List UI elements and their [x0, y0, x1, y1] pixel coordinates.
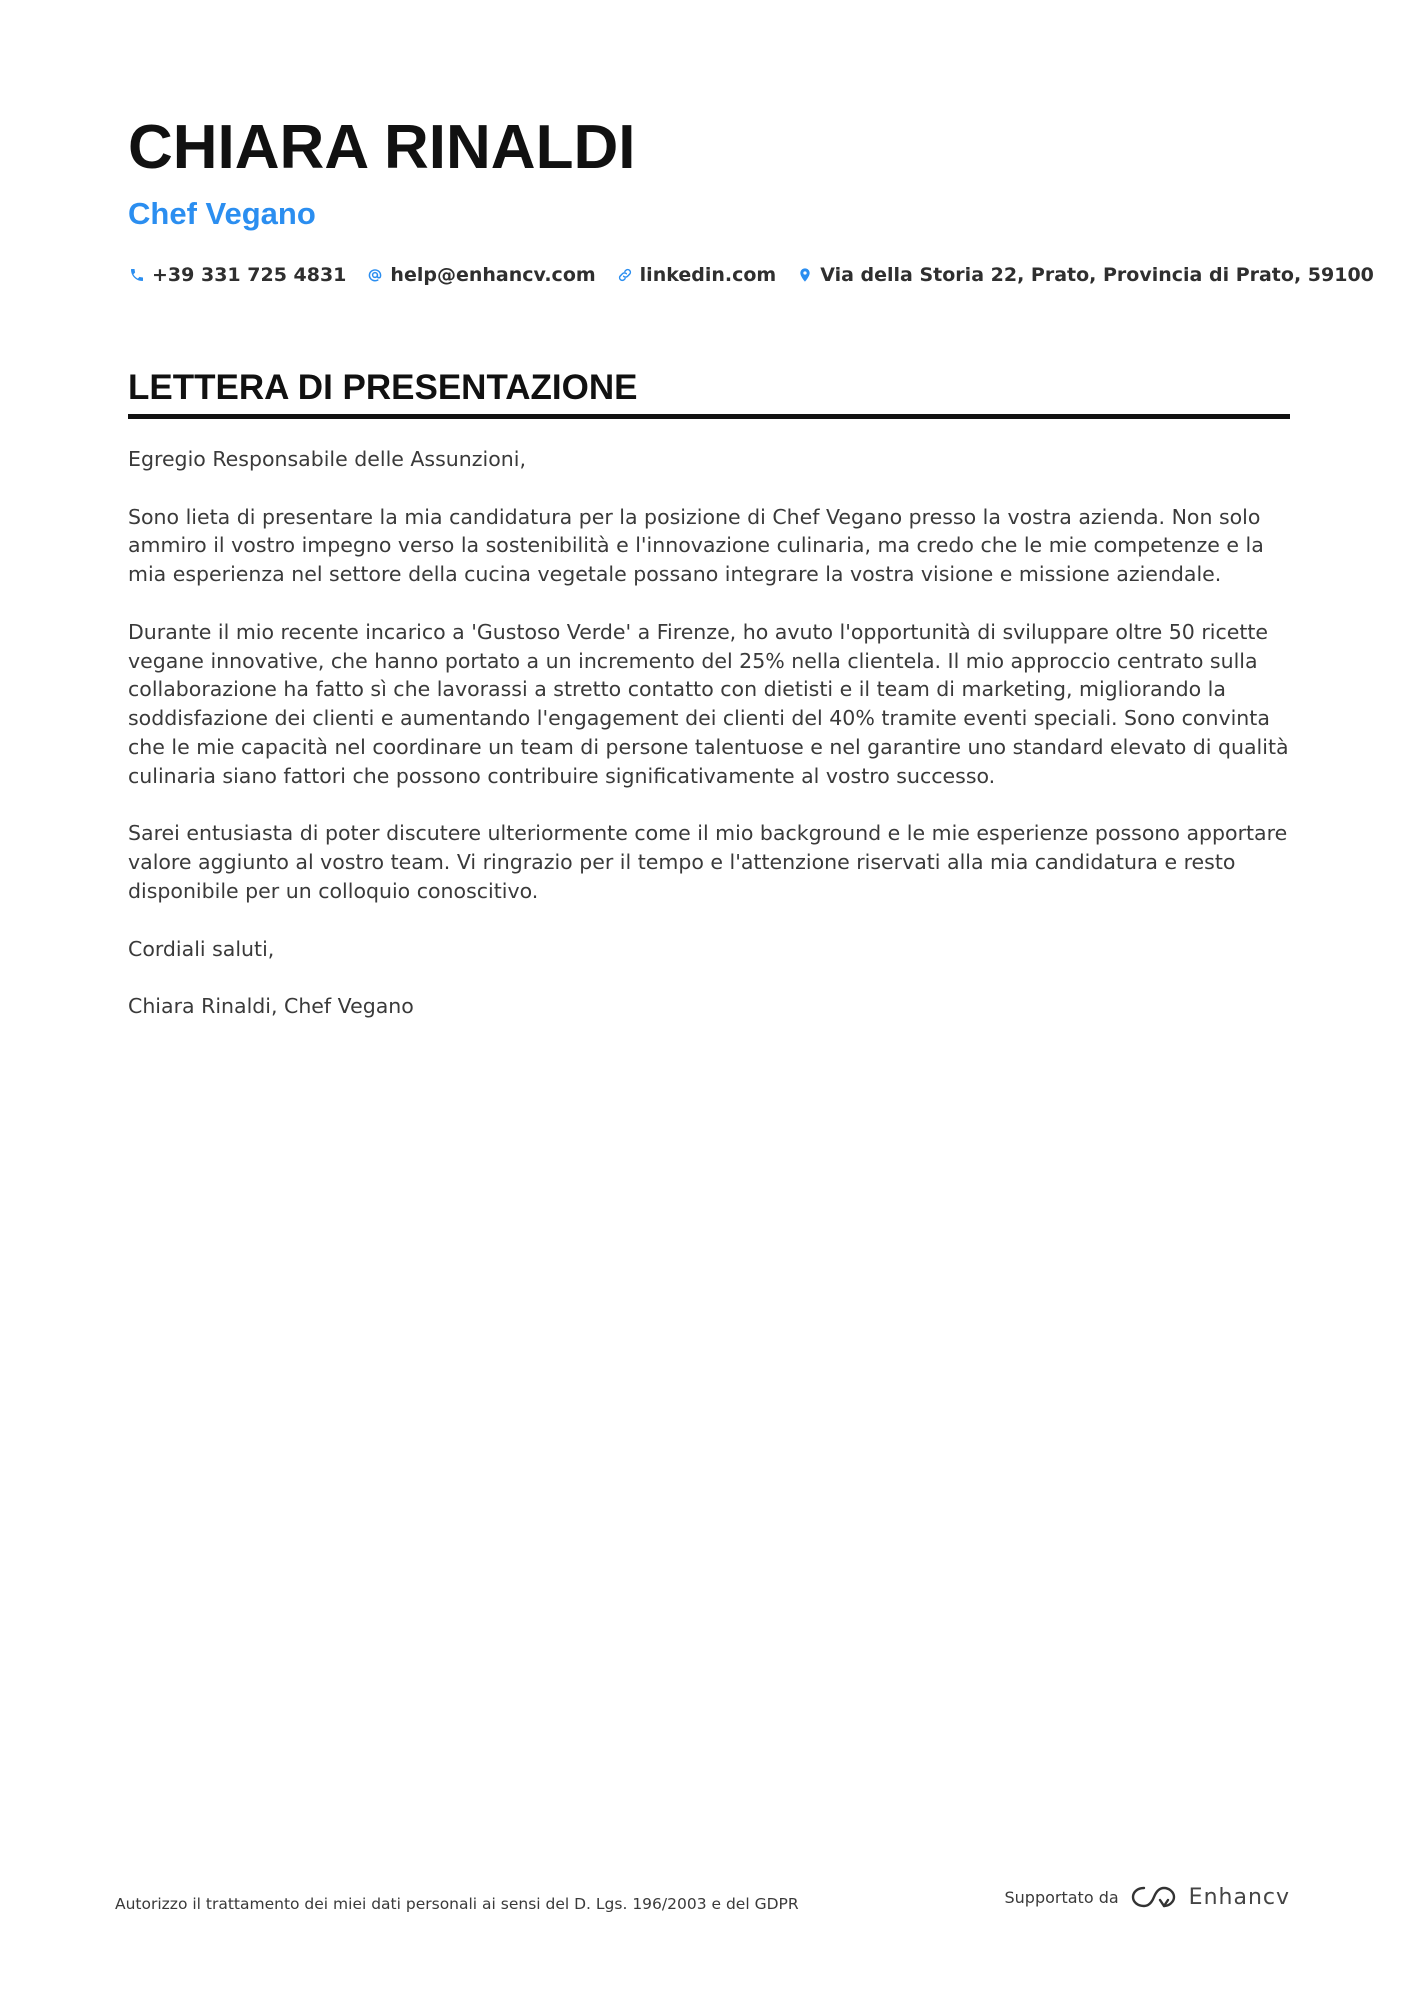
- letter-paragraph: Durante il mio recente incarico a 'Gustoso Verde' a Firenze, ho avuto l'opportunità di sviluppare oltre 50 ricette vegane innovative, che hanno portato a un incremento del 25% nella clientela. Il mio approccio centrato sulla collaborazione ha fatto sì che lavorassi a stretto contatto con dietisti e il team di marketing, migliorando la soddisfazione dei clienti e aumentando l'engagement dei clienti del 40% tramite eventi speciali. Sono convinta che le mie capacità nel coordinare un team di persone talentuose e nel garantire uno standard elevato di qualità culinaria siano fattori che possono contribuire significativamente al vostro successo.: [128, 619, 1289, 788]
- contact-phone: [128, 264, 346, 286]
- brand-name: Enhancv: [1188, 1884, 1290, 1910]
- email-text: help@enhancv.com: [390, 264, 596, 286]
- contact-bar: [128, 264, 1374, 286]
- letter-signature: Chiara Rinaldi, Chef Vegano: [128, 994, 414, 1019]
- address-text: Via della Storia 22, Prato, Provincia di Prato, 59100: [820, 264, 1374, 286]
- letter-closing: Cordiali saluti,: [128, 936, 275, 961]
- candidate-name: CHIARA RINALDI: [128, 113, 636, 182]
- section-title: LETTERA DI PRESENTAZIONE: [128, 366, 1290, 419]
- letter-greeting: Egregio Responsabile delle Assunzioni,: [128, 447, 526, 471]
- supported-by-label: Supportato da: [1004, 1887, 1119, 1907]
- location-pin-icon: [796, 266, 814, 284]
- linkedin-text: linkedin.com: [639, 264, 777, 286]
- contact-linkedin[interactable]: [616, 264, 777, 286]
- contact-email[interactable]: [366, 264, 595, 286]
- contact-address: [796, 264, 1374, 286]
- powered-by[interactable]: [1005, 1884, 1291, 1910]
- job-title: Chef Vegano: [128, 196, 316, 231]
- at-icon: [366, 266, 384, 284]
- link-icon: [616, 266, 634, 284]
- header: [128, 112, 1374, 286]
- privacy-consent: Autorizzo il trattamento dei miei dati personali ai sensi del D. Lgs. 196/2003 e del GDPR: [115, 1895, 799, 1913]
- letter-body: [128, 445, 1290, 1021]
- letter-paragraph: Sono lieta di presentare la mia candidatura per la posizione di Chef Vegano presso la vostra azienda. Non solo ammiro il vostro impegno verso la sostenibilità e l'innovazione culinaria, ma credo che le mie competenze e la mia esperienza nel settore della cucina vegetale possano integrare la vostra visione e missione aziendale.: [128, 504, 1264, 587]
- phone-icon: [128, 266, 146, 284]
- cover-letter-section: [128, 366, 1290, 1050]
- enhancv-logo-icon: [1131, 1884, 1177, 1910]
- phone-text: +39 331 725 4831: [152, 264, 347, 286]
- letter-paragraph: Sarei entusiasta di poter discutere ulteriormente come il mio background e le mie esperienze possono apportare valore aggiunto al vostro team. Vi ringrazio per il tempo e l'attenzione riservati alla mia candidatura e resto disponibile per un colloquio conoscitivo.: [128, 821, 1288, 903]
